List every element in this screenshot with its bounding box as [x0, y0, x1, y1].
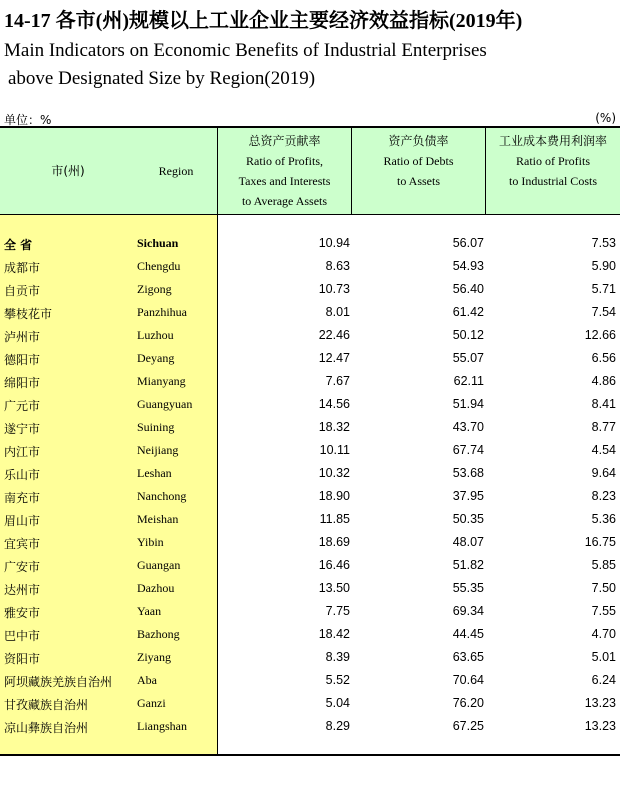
- debt-asset-ratio: 67.74: [452, 443, 484, 457]
- debt-asset-ratio: 76.20: [452, 696, 484, 710]
- profit-tax-ratio: 22.46: [318, 328, 350, 342]
- table-row: [0, 416, 620, 439]
- debt-asset-ratio: 55.35: [452, 581, 484, 595]
- table-row: [0, 646, 620, 669]
- debt-asset-ratio: 37.95: [452, 489, 484, 503]
- profit-tax-ratio: 16.46: [318, 558, 350, 572]
- profit-tax-ratio: 10.73: [318, 282, 350, 296]
- profit-tax-ratio: 11.85: [319, 512, 350, 526]
- region-name-cn: 达州市: [4, 583, 41, 597]
- region-name-cn: 宜宾市: [4, 537, 41, 551]
- debt-asset-ratio: 62.11: [453, 374, 484, 388]
- table-row: [0, 462, 620, 485]
- profit-cost-ratio: 7.55: [591, 604, 616, 618]
- table-row: [0, 232, 620, 255]
- region-name-cn: 阿坝藏族羌族自治州: [4, 675, 113, 689]
- region-name-en: Aba: [137, 673, 157, 687]
- profit-tax-ratio: 8.39: [325, 650, 350, 664]
- region-name-cn: 广元市: [4, 399, 41, 413]
- region-name-en: Chengdu: [137, 259, 181, 273]
- table-row: [0, 554, 620, 577]
- region-name-cn: 全 省: [4, 238, 33, 252]
- profit-tax-ratio: 18.90: [318, 489, 350, 503]
- profit-cost-ratio: 6.56: [591, 351, 616, 365]
- profit-tax-ratio: 14.56: [318, 397, 350, 411]
- region-name-cn: 眉山市: [4, 514, 41, 528]
- region-name-cn: 资阳市: [4, 652, 41, 666]
- profit-cost-ratio: 5.90: [591, 259, 616, 273]
- header-col3: 工业成本费用利润率 Ratio of Profits to Industrial Costs: [498, 134, 607, 188]
- region-name-cn: 绵阳市: [4, 376, 41, 390]
- profit-cost-ratio: 7.50: [591, 581, 616, 595]
- profit-tax-ratio: 5.04: [325, 696, 350, 710]
- region-name-en: Nanchong: [137, 489, 187, 503]
- profit-cost-ratio: 5.71: [591, 282, 616, 296]
- region-name-en: Yaan: [137, 604, 162, 618]
- debt-asset-ratio: 54.93: [452, 259, 484, 273]
- profit-cost-ratio: 4.86: [591, 374, 616, 388]
- profit-cost-ratio: 5.36: [591, 512, 616, 526]
- table-row: [0, 301, 620, 324]
- profit-tax-ratio: 5.52: [325, 673, 350, 687]
- profit-cost-ratio: 5.01: [591, 650, 616, 664]
- profit-cost-ratio: 7.54: [591, 305, 616, 319]
- table-row: [0, 669, 620, 692]
- table-row: [0, 623, 620, 646]
- debt-asset-ratio: 56.07: [452, 236, 484, 250]
- table-row: [0, 439, 620, 462]
- profit-cost-ratio: 6.24: [591, 673, 616, 687]
- region-name-en: Yibin: [137, 535, 164, 549]
- header-city-cn: 市(州): [51, 164, 85, 178]
- profit-cost-ratio: 4.54: [591, 443, 616, 457]
- profit-tax-ratio: 7.75: [325, 604, 350, 618]
- profit-cost-ratio: 7.53: [591, 236, 616, 250]
- debt-asset-ratio: 48.07: [452, 535, 484, 549]
- profit-tax-ratio: 10.94: [318, 236, 350, 250]
- debt-asset-ratio: 50.12: [452, 328, 484, 342]
- region-name-en: Liangshan: [137, 719, 187, 733]
- profit-tax-ratio: 10.11: [319, 443, 350, 457]
- region-name-en: Leshan: [137, 466, 172, 480]
- header-col2: 资产负债率 Ratio of Debts to Assets: [383, 134, 454, 188]
- table-row: [0, 600, 620, 623]
- profit-cost-ratio: 8.23: [591, 489, 616, 503]
- region-name-en: Panzhihua: [137, 305, 187, 319]
- region-name-cn: 甘孜藏族自治州: [4, 698, 89, 712]
- region-name-cn: 凉山彝族自治州: [4, 721, 89, 735]
- profit-cost-ratio: 8.77: [591, 420, 616, 434]
- region-name-en: Deyang: [137, 351, 175, 365]
- region-name-en: Neijiang: [137, 443, 179, 457]
- profit-cost-ratio: 13.23: [584, 696, 616, 710]
- region-name-cn: 遂宁市: [4, 422, 41, 436]
- table-row: [0, 255, 620, 278]
- debt-asset-ratio: 61.42: [452, 305, 484, 319]
- region-name-cn: 广安市: [4, 560, 41, 574]
- unit-label: 单位：%: [4, 113, 52, 127]
- profit-cost-ratio: 16.75: [584, 535, 616, 549]
- profit-tax-ratio: 18.42: [318, 627, 350, 641]
- profit-cost-ratio: 12.66: [584, 328, 616, 342]
- debt-asset-ratio: 44.45: [452, 627, 484, 641]
- table-row: [0, 577, 620, 600]
- profit-tax-ratio: 18.69: [318, 535, 350, 549]
- region-name-en: Luzhou: [137, 328, 174, 342]
- region-name-cn: 乐山市: [4, 468, 41, 482]
- region-name-cn: 雅安市: [4, 606, 41, 620]
- debt-asset-ratio: 51.82: [452, 558, 484, 572]
- profit-cost-ratio: 9.64: [591, 466, 616, 480]
- table-title-cn: 14-17 各市(州)规模以上工业企业主要经济效益指标(2019年): [4, 10, 523, 32]
- profit-tax-ratio: 8.29: [325, 719, 350, 733]
- profit-tax-ratio: 12.47: [318, 351, 350, 365]
- region-name-en: Guangyuan: [137, 397, 193, 411]
- debt-asset-ratio: 43.70: [452, 420, 484, 434]
- region-name-en: Meishan: [137, 512, 179, 526]
- debt-asset-ratio: 50.35: [452, 512, 484, 526]
- table-row: [0, 485, 620, 508]
- region-name-en: Zigong: [137, 282, 172, 296]
- header-col1: 总资产贡献率 Ratio of Profits, Taxes and Interests to Average Assets: [238, 134, 331, 208]
- region-name-cn: 攀枝花市: [4, 307, 53, 321]
- region-name-en: Ziyang: [137, 650, 171, 664]
- table-row: [0, 508, 620, 531]
- region-name-cn: 自贡市: [4, 284, 41, 298]
- debt-asset-ratio: 56.40: [452, 282, 484, 296]
- profit-tax-ratio: 8.63: [325, 259, 350, 273]
- table-row: [0, 278, 620, 301]
- region-name-en: Suining: [137, 420, 175, 434]
- region-name-cn: 巴中市: [4, 629, 41, 643]
- profit-cost-ratio: 8.41: [591, 397, 616, 411]
- debt-asset-ratio: 53.68: [452, 466, 484, 480]
- header-bottom-rule: [0, 214, 620, 215]
- profit-tax-ratio: 13.50: [318, 581, 350, 595]
- profit-cost-ratio: 13.23: [584, 719, 616, 733]
- table-row: [0, 715, 620, 738]
- debt-asset-ratio: 70.64: [452, 673, 484, 687]
- region-name-en: Sichuan: [137, 236, 179, 250]
- region-name-cn: 泸州市: [4, 330, 41, 344]
- region-name-en: Mianyang: [137, 374, 186, 388]
- table-bottom-rule: [0, 754, 620, 756]
- debt-asset-ratio: 63.65: [452, 650, 484, 664]
- region-name-en: Ganzi: [137, 696, 166, 710]
- table-title-en-line2: above Designated Size by Region(2019): [8, 68, 316, 89]
- table-row: [0, 531, 620, 554]
- region-name-en: Dazhou: [137, 581, 175, 595]
- region-name-cn: 内江市: [4, 445, 41, 459]
- profit-tax-ratio: 18.32: [318, 420, 350, 434]
- debt-asset-ratio: 67.25: [452, 719, 484, 733]
- table-row: [0, 393, 620, 416]
- region-name-cn: 南充市: [4, 491, 41, 505]
- region-name-cn: 德阳市: [4, 353, 41, 367]
- region-name-en: Bazhong: [137, 627, 180, 641]
- table-title-en-line1: Main Indicators on Economic Benefits of Industrial Enterprises: [4, 40, 487, 61]
- profit-tax-ratio: 10.32: [318, 466, 350, 480]
- profit-cost-ratio: 4.70: [591, 627, 616, 641]
- debt-asset-ratio: 55.07: [452, 351, 484, 365]
- region-name-en: Guangan: [137, 558, 181, 572]
- debt-asset-ratio: 51.94: [452, 397, 484, 411]
- table-row: [0, 324, 620, 347]
- table-row: [0, 692, 620, 715]
- header-region-en: Region: [158, 164, 194, 178]
- debt-asset-ratio: 69.34: [452, 604, 484, 618]
- profit-tax-ratio: 8.01: [325, 305, 350, 319]
- table-row: [0, 370, 620, 393]
- profit-tax-ratio: 7.67: [325, 374, 350, 388]
- region-name-cn: 成都市: [4, 261, 41, 275]
- unit-label-right: (%): [595, 111, 616, 125]
- table-row: [0, 347, 620, 370]
- profit-cost-ratio: 5.85: [591, 558, 616, 572]
